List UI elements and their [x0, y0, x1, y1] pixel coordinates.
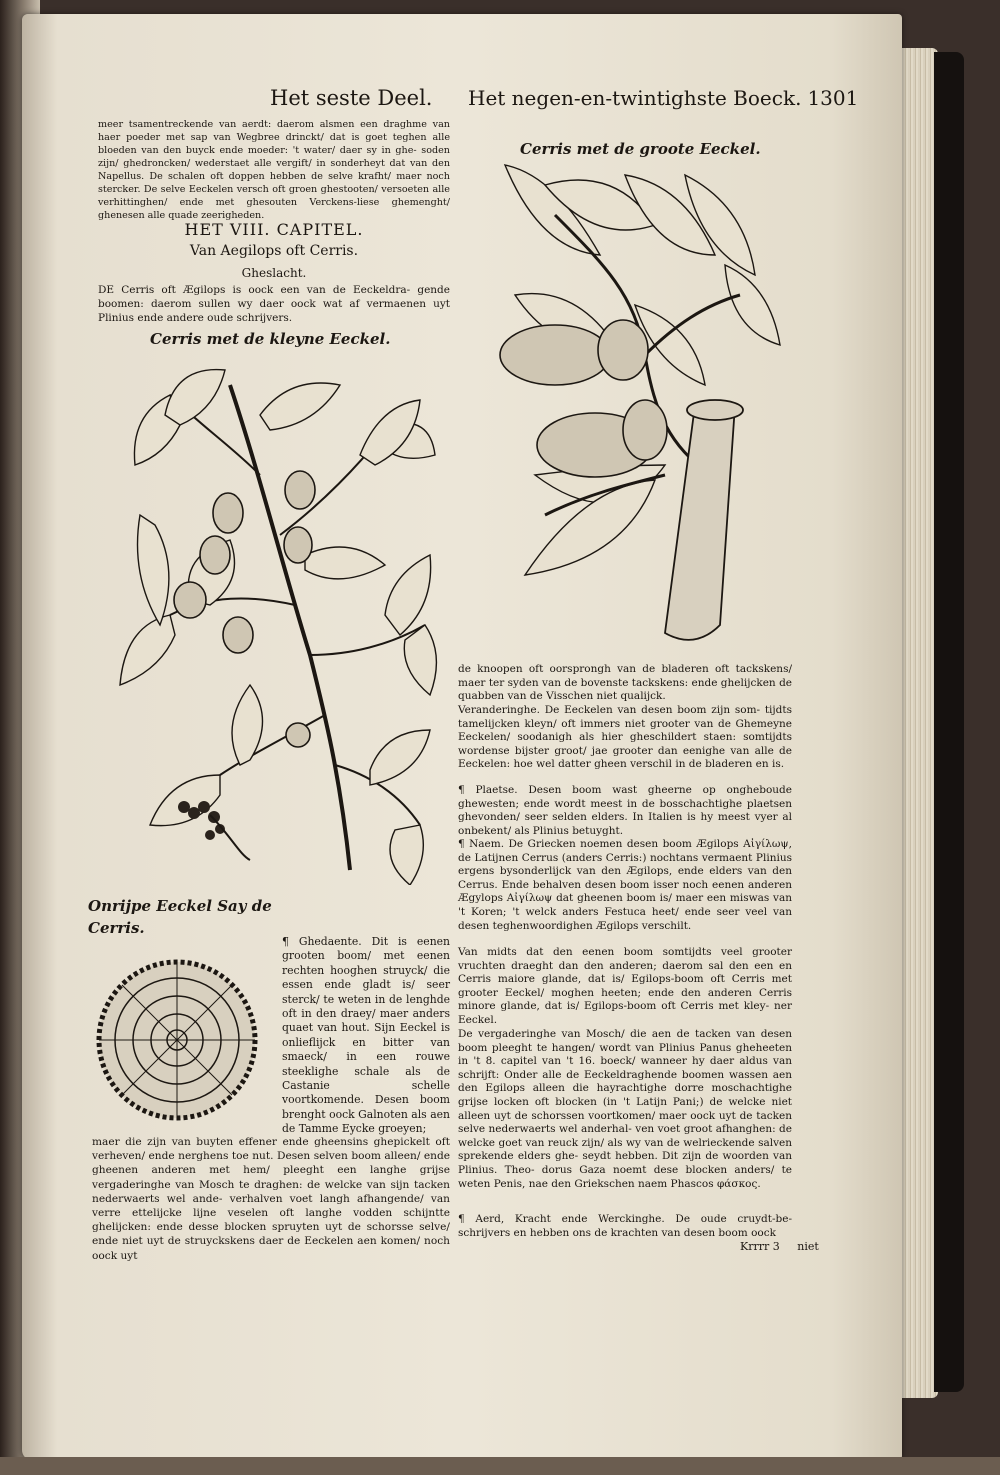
woodcut-large-acorn-branch	[495, 155, 795, 660]
plaetse-paragraph	[458, 784, 792, 838]
right-paragraph-1	[458, 663, 792, 704]
signature-mark	[740, 1240, 819, 1253]
section-geslacht: Gheslacht.	[241, 266, 307, 280]
plaetse-text: ¶ Plaetse. Desen boom wast gheerne op ongheboude ghewesten; ende wordt meest in de bosschachtighe plaetsen ghevonden/ seer selden elders. In Italien is hy meest vyer al onbekent/ als Plinius betuyght.	[458, 784, 792, 837]
left-bottom-paragraph	[92, 1135, 450, 1263]
running-head-right	[468, 86, 858, 110]
caption-unripe: Onrijpe Eeckel Say de Cerris.	[88, 897, 272, 937]
ghedaente-paragraph	[282, 935, 450, 1137]
page-number: 1301	[807, 86, 859, 110]
woodcut-acorn-cup	[92, 955, 262, 1125]
ghedaente-text: ¶ Ghedaente. Dit is eenen grooten boom/ met eenen rechten hooghen struyck/ die essen ende gladt is/ seer sterck/ te weten in de lenghde oft in den draey/ maer anders quaet van hout. Sijn Eeckel is onlieflijck en bitter van smaeck/ in een rouwe steeklighe schale als de Castanie schelle voortkomende. Desen boom brenght oock Galnoten als aen de Tamme Eycke groeyen;	[282, 935, 450, 1136]
signature: Krrrr 3	[740, 1240, 780, 1253]
right-text-1: de knoopen oft oorsprongh van de bladeren oft tackskens/ maer ter syden van de bovenste tackskens: ende ghelijcken de quabben van de Visschen niet qualijck.	[458, 663, 792, 703]
caption-large-acorn: Cerris met de groote Eeckel.	[520, 140, 761, 158]
intro-paragraph	[98, 118, 450, 222]
chapter-heading: HET VIII. CAPITEL.	[184, 220, 364, 239]
book-cover	[934, 52, 964, 1392]
veranderinghe-text: Veranderinghe. De Eeckelen van desen boom zijn som- tijdts tamelijcken kleyn/ oft immers niet grooter van de Ghemeyne Eeckelen/ soodanigh als hier gheschildert staen: somtijdts wordense bijster groot/ jae grooter dan eenighe van alle de Eeckelen: hoe wel datter gheen verschil in de bladeren en is.	[458, 704, 792, 771]
veranderinghe-paragraph	[458, 704, 792, 772]
aerd-text: ¶ Aerd, Kracht ende Werckinghe. De oude cruydt-be- schrijvers en hebben ons de krachten van desen boom oock	[458, 1213, 792, 1239]
woodcut-small-acorn-branch	[110, 355, 440, 885]
naem-text: ¶ Naem. De Griecken noemen desen boom Ægilops Αἰγίλωψ, de Latijnen Cerrus (anders Cerris:) nochtans vermaent Plinius ergens bysonderlijck van den Ægilops, ende elders van den Cerrus. Ende behalven desen boom isser noch eenen anderen Ægylops Αἰγίλωψ dat gheenen boom is/ maer een miswas van 't Koren; 't welck anders Festuca heet/ ende seer veel van desen teghenwoordighen Ægilops verschilt.	[458, 838, 792, 932]
geslacht-text: DE Cerris oft Ægilops is oock een van de Eeckeldra- gende boomen: daerom sullen wy daer oock wat af vermaenen uyt Plinius ende andere oude schrijvers.	[98, 284, 450, 324]
naem-paragraph	[458, 838, 792, 933]
vanmidts-paragraph	[458, 946, 792, 1028]
aerd-paragraph	[458, 1213, 792, 1240]
running-head-title: Het negen-en-twintighste Boeck.	[468, 86, 802, 110]
vergaderinghe-paragraph	[458, 1028, 792, 1191]
running-head-left: Het seste Deel.	[270, 86, 433, 110]
chapter-title: Van Aegilops oft Cerris.	[189, 243, 359, 259]
left-bottom-text: maer die zijn van buyten effener ende gheensins ghepickelt oft verheven/ ende nerghens toe nut. Desen selven boom alleen/ ende gheenen anderen met hem/ pleeght een langhe grijse vergaderinghe van Mosch te draghen: de welcke van sijn tacken nederwaerts wel ande- verhalven voet langh afhangende/ van verre ettelijcke lijne veselen oft langhe vodden schijntte ghelijcken: ende desse blocken spruyten uyt de schorsse selve/ ende niet uyt de struyckskens daer de Eeckelen aen komen/ noch oock uyt	[92, 1136, 450, 1262]
desk-surface	[0, 1457, 1000, 1475]
caption-small-acorn: Cerris met de kleyne Eeckel.	[150, 330, 391, 348]
intro-text: meer tsamentreckende van aerdt: daerom alsmen een draghme van haer poeder met sap van Wegbree drinckt/ dat is goet teghen alle bloeden van den buyck ende moeder: 't water/ daer sy in ghe- soden zijn/ ghedroncken/ wederstaet alle vergift/ in sonderheyt dat van den Napellus. De schalen oft doppen hebben de selve krafht/ maer noch stercker. De selve Eeckelen versch oft groen ghestooten/ versoeten alle verhittinghen/ ende met ghesouten Verckens-liese ghemenght/ ghenesen alle quade zeerigheden.	[98, 119, 450, 221]
geslacht-paragraph	[98, 283, 450, 325]
catchword: niet	[797, 1240, 819, 1253]
vergaderinghe-text: De vergaderinghe van Mosch/ die aen de tacken van desen boom pleeght te hangen/ wordt van Plinius Panus gheheeten in 't 8. capitel van 't 16. boeck/ wanneer hy daer aldus van schrijft: Onder alle de Eeckeldraghende boomen wassen aen den Egilops alleen die hayrachtighe dorre moschachtighe grijse locken oft blocken (in 't Latijn Pani;) de welcke niet alleen uyt de schorssen voortkomen/ maer oock uyt de tacken selve nederwaerts wel anderhal- ven voet groot afhanghen: de welcke goet van reuck zijn/ als wy van de welrieckende salven sprekende elders ghe- seydt hebben. Dit zijn de woorden van Plinius. Theo- dorus Gaza noemt dese blocken anders/ te weten Penis, nae den Griekschen naem Phascos φάσκος.	[458, 1028, 792, 1190]
vanmidts-text: Van midts dat den eenen boom somtijdts veel grooter vruchten draeght dan den anderen; daerom sal den een en Cerris maiore glande, dat is/ Egilops-boom oft Cerris met grooter Eeckel/ moghen heeten; ende den anderen Cerris minore glande, dat is/ Egilops-boom oft Cerris met kley- ner Eeckel.	[458, 946, 792, 1026]
